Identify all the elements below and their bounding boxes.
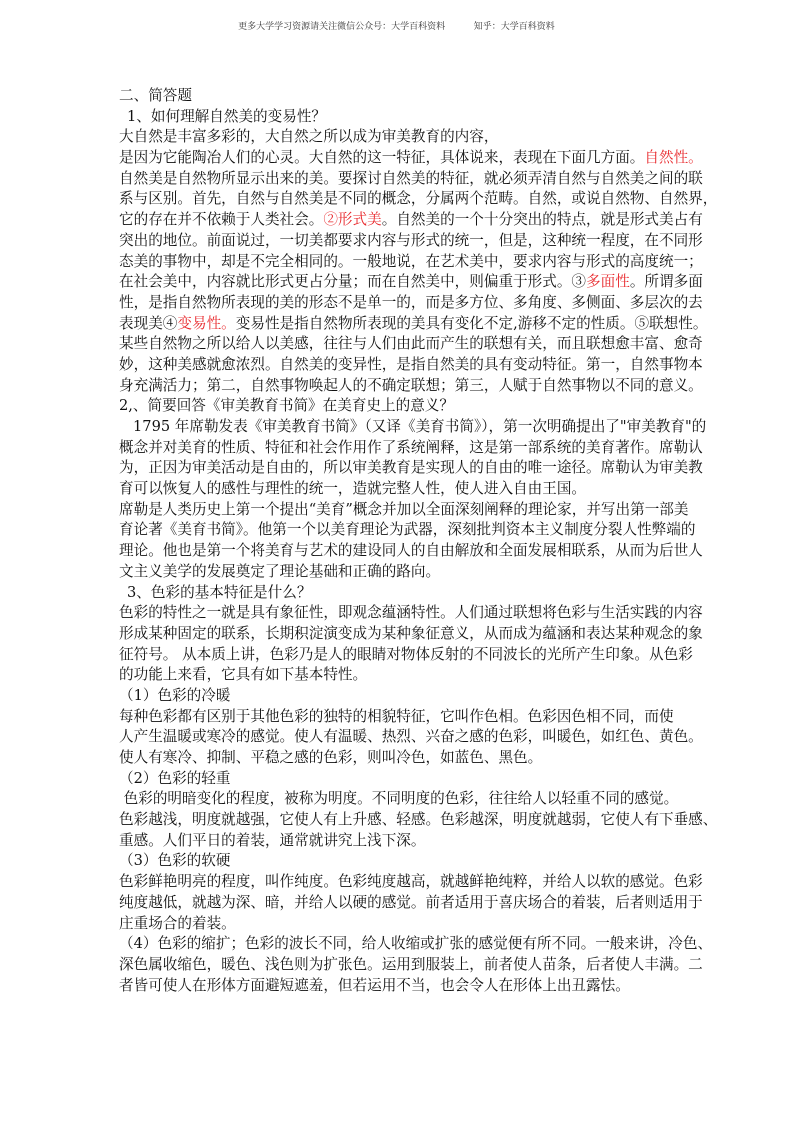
text-line	[119, 438, 703, 459]
text-line	[119, 127, 684, 148]
text-segment: 突出的地位。前面说过，一切美都要求内容与形式的统一，但是，这种统一程度，在不同形	[119, 231, 703, 249]
document-body	[119, 86, 718, 996]
text-line	[119, 458, 703, 479]
text-segment: 大自然是丰富多彩的，大自然之所以成为审美教育的内容，	[119, 128, 499, 146]
text-line	[119, 293, 703, 314]
text-segment: 色彩鲜艳明亮的程度，叫作纯度。色彩纯度越高，就越鲜艳纯粹，并给人以软的感觉。色彩	[119, 873, 703, 891]
text-line	[119, 583, 684, 604]
text-line	[119, 86, 684, 107]
text-segment: 在社会美中，内容就比形式更占分量；而在自然美中，则偏重于形式。③	[119, 273, 587, 291]
text-segment: 为，正因为审美活动是自由的，所以审美教育是实现人的自由的唯一途径。席勒认为审美教	[119, 459, 703, 477]
text-segment: 育论著《美育书简》。他第一个以美育理论为武器，深刻批判资本主义制度分裂人性弊端的	[119, 521, 696, 539]
highlighted-term: 多面性	[586, 273, 630, 291]
text-segment: 席勒是人类历史上第一个提出“美育”概念并加以全面深刻阐释的理论家，并写出第一部美	[119, 500, 689, 518]
text-line	[119, 148, 703, 169]
text-segment: （3）色彩的软硬	[119, 852, 231, 870]
text-line	[119, 624, 703, 645]
text-line	[119, 810, 718, 831]
text-segment: 妙，这种美感就愈浓烈。自然美的变异性，是指自然美的具有变动特征。第一，自然事物本	[119, 355, 703, 373]
text-segment: 它的存在并不依赖于人类社会。	[119, 211, 324, 229]
text-segment: 色彩越浅，明度就越强，它使人有上升感、轻感。色彩越深，明度就越弱，它使人有下垂感、	[119, 811, 718, 829]
text-line	[119, 189, 718, 210]
text-line	[119, 355, 703, 376]
text-segment: 者皆可使人在形体方面避短遮羞，但若运用不当，也会令人在形体上出丑露怯。	[119, 976, 630, 994]
text-line	[119, 665, 684, 686]
text-segment: 重感。人们平日的着装，通常就讲究上浅下深。	[119, 831, 426, 849]
text-segment: 某些自然物之所以给人以美感，往往与人们由此而产生的联想有关，而且联想愈丰富、愈奇	[119, 335, 703, 353]
text-line	[119, 314, 708, 335]
text-line	[119, 789, 684, 810]
text-segment: （1）色彩的冷暖	[119, 686, 231, 704]
text-segment: （4）色彩的缩扩；色彩的波长不同，给人收缩或扩张的感觉便有所不同。一般来讲，冷色、	[119, 935, 713, 953]
text-segment: 庄重场合的着装。	[119, 914, 236, 932]
text-line	[119, 520, 696, 541]
text-line	[119, 334, 703, 355]
text-line	[119, 500, 689, 521]
text-segment: 深色属收缩色，暖色、浅色则为扩张色。运用到服装上，前者使人苗条，后者使人丰满。二	[119, 955, 703, 973]
text-segment: 性，是指自然物所表现的美的形态不是单一的，而是多方位、多角度、多侧面、多层次的去	[119, 293, 703, 311]
text-segment: 的功能上来看，它具有如下基本特性。	[119, 666, 368, 684]
text-line	[119, 562, 684, 583]
text-line	[119, 934, 713, 955]
highlighted-term: ②形式美	[323, 211, 382, 229]
text-line	[119, 851, 684, 872]
text-line	[119, 396, 684, 417]
text-line	[119, 893, 703, 914]
text-segment: 纯度越低，就越为深、暗，并给人以硬的感觉。前者适用于喜庆场合的着装，后者则适用于	[119, 893, 703, 911]
text-segment: 使人有寒冷、抑制、平稳之感的色彩，则叫冷色，如蓝色、黑色。	[119, 749, 543, 766]
text-line	[119, 727, 703, 748]
text-segment: 表现美④	[119, 314, 178, 332]
text-line	[119, 686, 684, 707]
text-segment: （2）色彩的轻重	[119, 769, 231, 787]
text-line	[119, 417, 707, 438]
text-segment: 形成某种固定的联系，长期积淀演变成为某种象征意义，从而成为蕴涵和表达某种观念的象	[119, 624, 703, 642]
text-line	[119, 955, 703, 976]
header-zhihu: 知乎：大学百科资料	[473, 22, 555, 32]
text-segment: 人产生温暖或寒冷的感觉。使人有温暖、热烈、兴奋之感的色彩，叫暖色，如红色、黄色。	[119, 728, 703, 746]
text-line	[119, 645, 693, 666]
text-line	[119, 479, 684, 500]
text-segment: 二、简答题	[119, 87, 192, 104]
text-segment: 理论。他也是第一个将美育与艺术的建设同人的自由解放和全面发展相联系，从而为后世人	[119, 542, 703, 560]
text-line	[119, 231, 703, 252]
text-segment: 育可以恢复人的感性与理性的统一，造就完整人性，使人进入自由王国。	[119, 480, 587, 498]
text-segment: 征符号。 从本质上讲，色彩乃是人的眼睛对物体反射的不同波长的光所产生印象。从色彩	[119, 645, 693, 663]
page-header	[0, 19, 793, 32]
text-segment: 2,、简要回答《审美教育书简》在美育史上的意义？	[119, 397, 454, 415]
text-segment: 概念并对美育的性质、特征和社会作用作了系统阐释，这是第一部系统的美育著作。席勒认	[119, 438, 703, 456]
text-segment: 3、色彩的基本特征是什么？	[127, 583, 312, 601]
text-line	[119, 769, 684, 790]
text-segment: 是因为它能陶冶人们的心灵。大自然的这一特征，具体说来，表现在下面几方面。	[119, 149, 645, 167]
text-line	[119, 914, 684, 935]
text-segment: 1、如何理解自然美的变易性？	[127, 107, 327, 125]
text-segment: 文主义美学的发展奠定了理论基础和正确的路向。	[119, 562, 441, 580]
text-segment: 每种色彩都有区别于其他色彩的独特的相貌特征，它叫作色相。色彩因色相不同，而使	[119, 707, 674, 725]
text-line	[119, 210, 703, 231]
highlighted-term: 自然性。	[644, 149, 703, 167]
highlighted-term: 变易性。	[177, 314, 236, 332]
text-line	[119, 272, 703, 293]
text-segment: 。所谓多面	[629, 273, 703, 291]
text-line	[119, 748, 684, 769]
text-segment: 态美的事物中，却是不完全相同的。一般地说，在艺术美中，要求内容与形式的高度统一；	[119, 252, 703, 270]
text-line	[119, 541, 703, 562]
text-line	[119, 976, 684, 997]
text-line	[119, 107, 684, 128]
text-line	[119, 169, 703, 190]
text-line	[119, 603, 703, 624]
text-segment: 系与区别。首先，自然与自然美是不同的概念，分属两个范畴。自然，或说自然物、自然界，	[119, 190, 718, 208]
text-segment: 色彩的特性之一就是具有象征性，即观念蕴涵特性。人们通过联想将色彩与生活实践的内容	[119, 604, 703, 622]
text-line	[119, 376, 703, 397]
text-line	[119, 872, 703, 893]
text-segment: 身充满活力；第二，自然事物唤起人的不确定联想；第三，人赋于自然事物以不同的意义。	[119, 376, 703, 394]
text-line	[119, 252, 703, 273]
text-segment: 。自然美的一个十分突出的特点，就是形式美占有	[381, 211, 703, 229]
text-line	[119, 707, 684, 728]
text-segment: 色彩的明暗变化的程度，被称为明度。不同明度的色彩，往往给人以轻重不同的感觉。	[119, 790, 679, 808]
header-wechat: 更多大学学习资源请关注微信公众号：大学百科资料	[238, 22, 446, 32]
text-segment: 变易性是指自然物所表现的美具有变化不定,游移不定的性质。⑤联想性。	[235, 314, 708, 332]
text-segment: 自然美是自然物所显示出来的美。要探讨自然美的特征，就必须弄清自然与自然美之间的联	[119, 169, 703, 187]
text-line	[119, 831, 684, 852]
text-segment: 1795 年席勒发表《审美教育书简》（又译《美育书简》），第一次明确提出了"审美教育"的	[133, 418, 707, 435]
